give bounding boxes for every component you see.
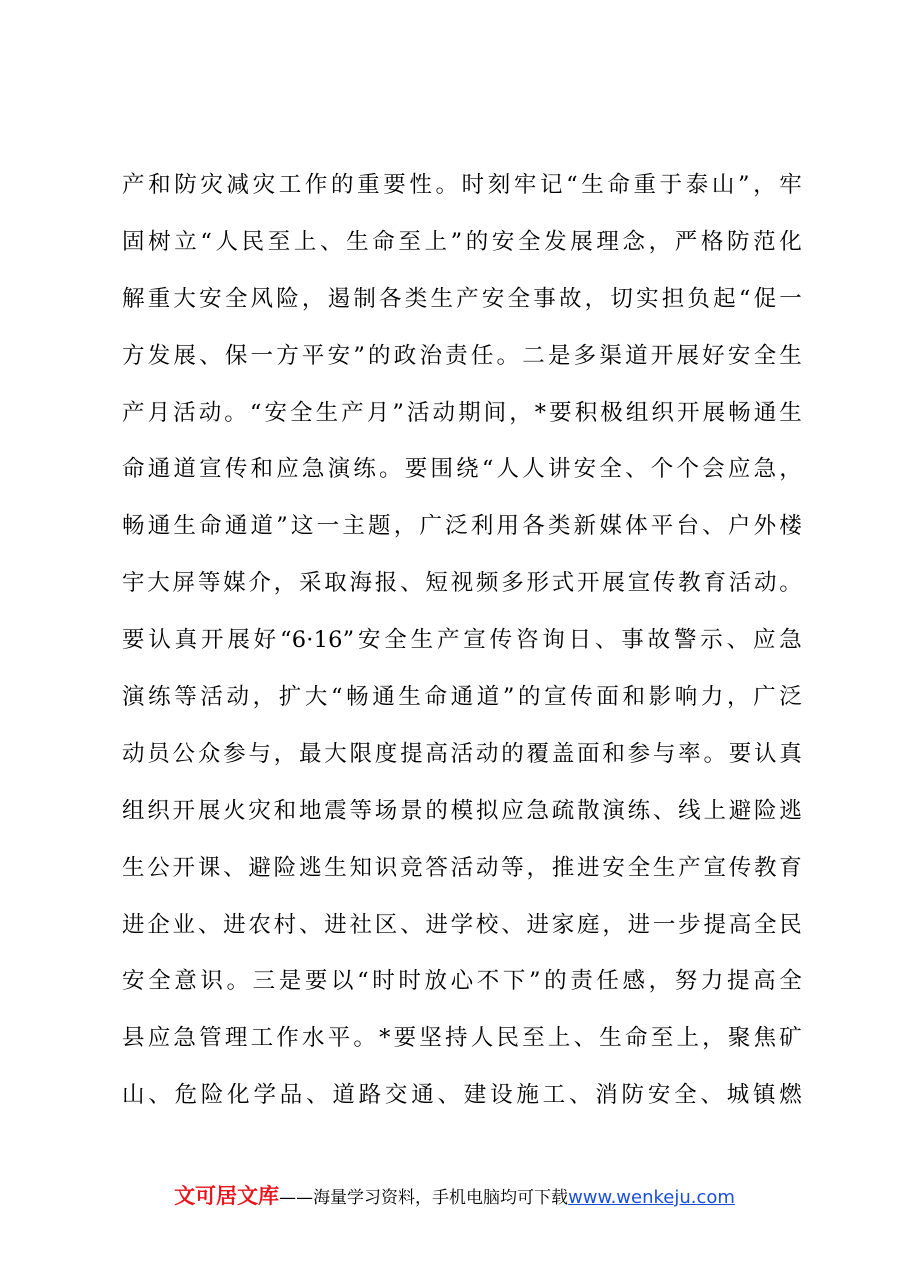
text-line: 命通道宣传和应急演练。要围绕“人人讲安全、个个会应急， [122, 456, 802, 483]
footer-brand: 文可居文库 [174, 1184, 280, 1208]
text-line: 组织开展火灾和地震等场景的模拟应急疏散演练、线上避险逃 [122, 797, 802, 824]
text-line: 宇大屏等媒介，采取海报、短视频多形式开展宣传教育活动。 [122, 570, 802, 597]
text-line: 产月活动。“安全生产月”活动期间，*要积极组织开展畅通生 [122, 399, 802, 426]
text-line: 县应急管理工作水平。*要坚持人民至上、生命至上，聚焦矿 [122, 1025, 802, 1052]
footer-site-link[interactable]: www.wenkeju.com [568, 1187, 735, 1208]
text-line: 解重大安全风险，遏制各类生产安全事故，切实担负起“促一 [122, 285, 802, 312]
text-line: 动员公众参与，最大限度提高活动的覆盖面和参与率。要认真 [122, 740, 802, 767]
text-line: 方发展、保一方平安”的政治责任。二是多渠道开展好安全生 [122, 342, 802, 369]
text-line: 安全意识。三是要以“时时放心不下”的责任感，努力提高全 [122, 968, 802, 995]
text-line: 畅通生命通道”这一主题，广泛利用各类新媒体平台、户外楼 [122, 513, 802, 540]
text-line: 固树立“人民至上、生命至上”的安全发展理念，严格防范化 [122, 228, 802, 255]
text-line: 生公开课、避险逃生知识竞答活动等，推进安全生产宣传教育 [122, 854, 802, 881]
text-line: 演练等活动，扩大“畅通生命通道”的宣传面和影响力，广泛 [122, 684, 802, 711]
footer [0, 1180, 909, 1210]
text-line: 进企业、进农村、进社区、进学校、进家庭，进一步提高全民 [122, 911, 802, 938]
text-line: 产和防灾减灾工作的重要性。时刻牢记“生命重于泰山”，牢 [122, 172, 802, 198]
text-line: 山、危险化学品、道路交通、建设施工、消防安全、城镇燃 [122, 1082, 802, 1109]
body-text [122, 162, 802, 1129]
text-line: 要认真开展好“6·16”安全生产宣传咨询日、事故警示、应急 [122, 627, 802, 654]
footer-tagline: ——海量学习资料，手机电脑均可下载 [279, 1188, 569, 1208]
